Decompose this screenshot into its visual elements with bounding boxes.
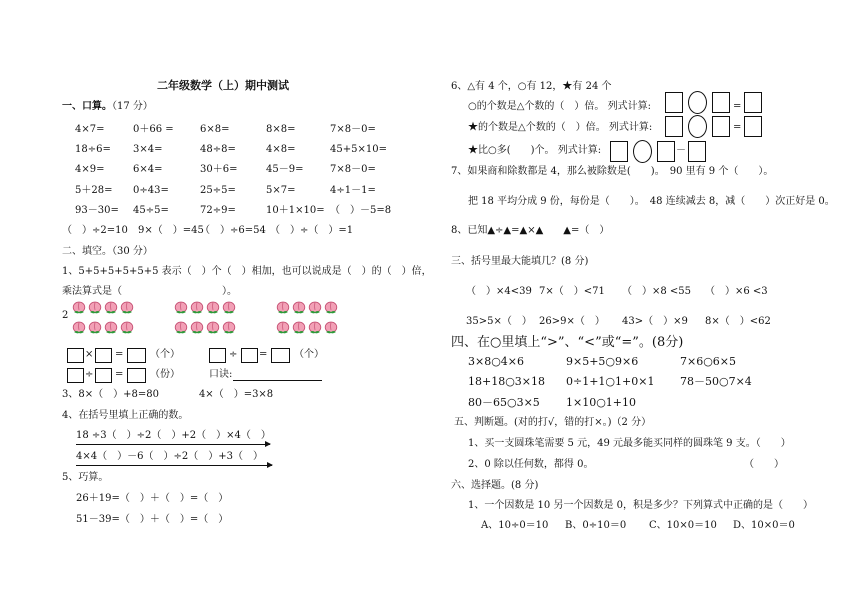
oral-calc-item: 6×8= [200, 124, 230, 135]
oral-calc-item: 93－30= [75, 205, 119, 216]
section-4-heading: 四、在○里填上“>”、“<”或“=”。(8分) [451, 335, 684, 350]
peach-icon [104, 301, 118, 314]
arrow-chain-1: 18 ÷3（ ）÷2（ ）+2（ ）×4（ ） [76, 430, 271, 441]
divide-sign: ÷ [85, 369, 94, 380]
peach-icon [292, 301, 306, 314]
choice-option[interactable]: D、10×0＝0 [733, 520, 795, 531]
peach-icon [120, 321, 134, 334]
oral-calc-item: 5×7= [266, 185, 296, 196]
answer-box[interactable] [241, 348, 258, 363]
answer-box[interactable] [67, 368, 84, 383]
peach-icon [308, 301, 322, 314]
compare-item: 18+18○3×18 [468, 375, 546, 388]
choice-question: 1、一个因数是 10 另一个因数是 0，积是多少？下列算式中正确的是（ ） [468, 500, 813, 511]
oral-calc-item: 45－9= [266, 164, 304, 175]
smart-calc-1: 26＋19=（ ）＋（ ）=（ ） [76, 493, 229, 504]
compare-item: 0÷1+1○1+0×1 [566, 375, 655, 388]
answer-box[interactable] [271, 348, 290, 363]
section-5-heading: 五、判断题。(对的打√，错的打×。)（2 分） [454, 417, 652, 428]
fill-q3: 3、8×（ ）+8=80 4×（ ）=3×8 [62, 389, 274, 400]
equals-sign: = [733, 122, 742, 133]
judge-item-2: 2、0 除以任何数，都得 0。 [468, 459, 594, 470]
oral-calc-item: 7×8－0= [330, 164, 376, 175]
judge-item-1: 1、买一支圆珠笔需要 5 元，49 元最多能买同样的圆珠笔 9 支。（ ） [468, 438, 791, 449]
equals-sign: = [259, 349, 268, 360]
section-6-heading: 六、选择题。(8 分) [451, 480, 539, 491]
inequality-item: 26>9×（ ） [539, 316, 605, 327]
peach-icon [174, 321, 188, 334]
choice-option[interactable]: C、10×0＝10 [649, 520, 717, 531]
arrow-line-2 [76, 465, 272, 466]
compare-item: 1×10○1+10 [566, 396, 637, 409]
peach-icon [222, 321, 236, 334]
oral-calc-item: 8×8= [266, 124, 296, 135]
oral-calc-item: 0＋66 = [133, 124, 174, 135]
answer-box[interactable] [665, 92, 683, 113]
peach-icon [324, 321, 338, 334]
answer-oval[interactable] [633, 140, 652, 163]
answer-box[interactable] [67, 348, 84, 363]
equals-sign: = [115, 349, 124, 360]
peach-icon [206, 301, 220, 314]
peach-icon [308, 321, 322, 334]
peach-icon [104, 321, 118, 334]
peach-icon [276, 301, 290, 314]
arrow-line-1 [76, 444, 270, 445]
fill-q2-number: 2 [62, 310, 69, 321]
oral-calc-item: 18÷6= [75, 144, 111, 155]
inequality-item: （ ）×8 <55 [622, 286, 692, 297]
oral-calc-item: 9×（ ）=45 [138, 225, 204, 236]
answer-box[interactable] [744, 92, 762, 113]
oral-calc-item: 45÷5= [133, 205, 169, 216]
peach-icon [276, 321, 290, 334]
oral-calc-item: 72÷9= [200, 205, 236, 216]
oral-calc-item: 4×7= [75, 124, 105, 135]
answer-box[interactable] [665, 116, 683, 137]
inequality-item: 8×（ ）<62 [705, 316, 771, 327]
choice-option[interactable]: B、0÷10＝0 [565, 520, 627, 531]
section-2-heading: 二、填空。（30 分） [62, 246, 153, 257]
oral-calc-item: 0÷43= [133, 185, 169, 196]
inequality-item: 35>5×（ ） [466, 316, 532, 327]
compare-item: 3×8○4×6 [468, 355, 525, 368]
fill-q1-line1: 1、5+5+5+5+5+5 表示（ ）个（ ）相加，也可以说成是（ ）的（ ）倍， [62, 266, 432, 277]
compare-item: 7×6○6×5 [680, 355, 737, 368]
peach-icon [324, 301, 338, 314]
oral-calc-item: 25÷5= [200, 185, 236, 196]
fill-q6-c: ★比○多( )个。 列式计算: [468, 145, 602, 156]
fill-q4: 4、在括号里填上正确的数。 [62, 410, 189, 421]
oral-calc-item: 7×8－0= [330, 124, 376, 135]
equals-sign: = [733, 101, 742, 112]
inequality-item: （ ）×4<39 [466, 286, 532, 297]
answer-box[interactable] [712, 116, 730, 137]
answer-box[interactable] [744, 116, 762, 137]
unit-ge-2: （个） [294, 349, 324, 360]
peach-icon [72, 301, 86, 314]
oral-calc-item: 4×8= [266, 144, 296, 155]
smart-calc-2: 51－39=（ ）＋（ ）=（ ） [76, 514, 229, 525]
oral-calc-item: 30＋6= [200, 164, 238, 175]
answer-box[interactable] [95, 368, 112, 383]
answer-box[interactable] [127, 368, 146, 383]
peach-icon [120, 301, 134, 314]
fill-q6-b: ★的个数是△个数的（ ）倍。 列式计算: [468, 122, 653, 133]
koujue-label: 口诀: [209, 369, 233, 380]
peach-icon [190, 321, 204, 334]
times-sign: × [85, 349, 94, 360]
peach-icon [72, 321, 86, 334]
section-1-heading: 一、口算。（17 分） [62, 101, 153, 112]
oral-calc-item: （ ）÷（ ）=1 [270, 225, 354, 236]
oral-calc-item: 10＋1×10= [266, 205, 325, 216]
unit-ge: （个） [150, 349, 180, 360]
peach-icon [88, 321, 102, 334]
section-3-heading: 三、括号里最大能填几？(8 分) [451, 256, 589, 267]
fill-q7: 7、如果商和除数都是 4，那么被除数是( )。 90 里有 9 个（ ）。 [451, 166, 774, 177]
inequality-item: 7×（ ）<71 [539, 286, 605, 297]
peach-icon [190, 301, 204, 314]
oral-calc-item: （ ）－5=8 [330, 205, 392, 216]
oral-calc-item: 3×4= [133, 144, 163, 155]
fill-q1-line2: 乘法算式是（ ）。 [62, 286, 237, 297]
answer-oval[interactable] [688, 115, 707, 138]
answer-box[interactable] [610, 141, 628, 162]
minus-sign: － [676, 145, 686, 156]
fill-q8: 8、已知▲÷▲=▲×▲ ▲=（ ） [451, 225, 610, 236]
fill-q6: 6、△有 4 个，○有 12，★有 24 个 [451, 81, 612, 92]
compare-item: 9×5+5○9×6 [566, 355, 639, 368]
divide-sign: ÷ [229, 349, 238, 360]
answer-box[interactable] [209, 348, 226, 363]
oral-calc-item: 45+5×10= [330, 144, 387, 155]
answer-box[interactable] [657, 141, 675, 162]
oral-calc-item: 5＋28= [75, 185, 113, 196]
oral-calc-item: 48÷8= [200, 144, 236, 155]
fill-q7-b: 把 18 平均分成 9 份，每份是（ ）。 48 连续减去 8，减（ ）次正好是 0。 [468, 196, 835, 207]
peach-icon [174, 301, 188, 314]
equals-sign: = [115, 369, 124, 380]
koujue-blank[interactable] [233, 380, 322, 381]
peach-icon [206, 321, 220, 334]
oral-calc-item: 6×4= [133, 164, 163, 175]
choice-option[interactable]: A、10÷0＝10 [481, 520, 549, 531]
oral-calc-item: （ ）÷2=10 [62, 225, 128, 236]
page-title: 二年级数学（上）期中测试 [157, 79, 289, 92]
answer-box[interactable] [688, 141, 706, 162]
answer-oval[interactable] [688, 91, 707, 114]
peach-icon [292, 321, 306, 334]
peach-icon [222, 301, 236, 314]
answer-box[interactable] [127, 348, 146, 363]
compare-item: 78－50○7×4 [680, 375, 752, 388]
fill-q5: 5、巧算。 [62, 472, 109, 483]
answer-box[interactable] [95, 348, 112, 363]
oral-calc-item: （ ）÷6=54 [200, 225, 266, 236]
compare-item: 80－65○3×5 [468, 396, 540, 409]
fill-q6-a: ○的个数是△个数的（ ）倍。 列式计算: [468, 101, 651, 112]
inequality-item: （ ）×6 <3 [705, 286, 768, 297]
oral-calc-item: 4×9= [75, 164, 105, 175]
judge-item-2-paren: （ ） [744, 459, 784, 470]
oral-calc-item: 4÷1－1= [330, 185, 376, 196]
unit-fen: （份） [150, 369, 180, 380]
arrow-chain-2: 4×4（ ）－6（ ）÷2（ ）+3（ ） [76, 451, 263, 462]
peach-icon [88, 301, 102, 314]
inequality-item: 43>（ ）×9 [622, 316, 688, 327]
answer-box[interactable] [712, 92, 730, 113]
